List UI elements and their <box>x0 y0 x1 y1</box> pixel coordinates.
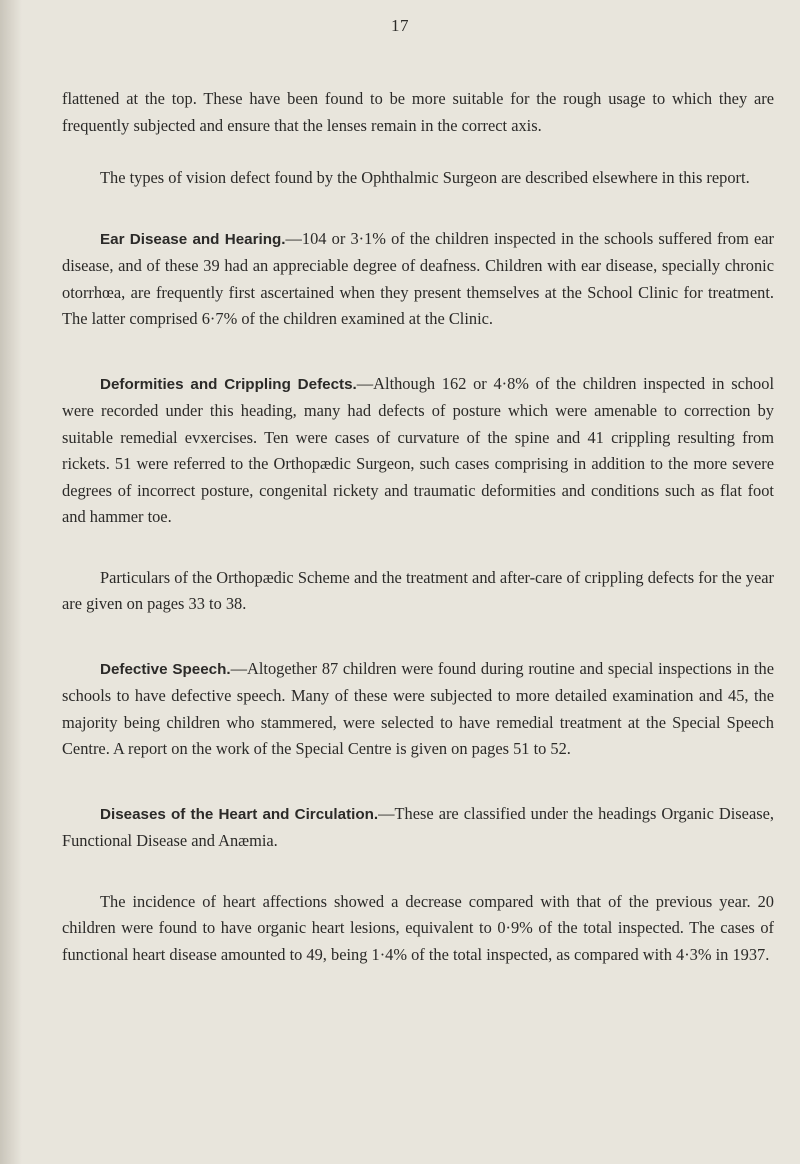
section-heading: Diseases of the Heart and Circulation. <box>100 805 379 823</box>
page-body <box>62 86 774 968</box>
paragraph-text: —Altogether 87 children were found during routine and special inspections in the schools to have defective speech. Many of these were subjected to more detailed examination and 45, the majority being children who stammered, were selected to have remedial treatment at the Special Speech Centre. A report on the work of the Special Centre is given on pages 51 to 52. <box>62 658 775 758</box>
scan-edge-shadow <box>0 0 22 1164</box>
paragraph-text: flattened at the top. These have been found to be more suitable for the rough usage to which they are frequently subjected and ensure that the lenses remain in the correct axis. <box>62 89 774 135</box>
paragraph-text: —Although 162 or 4·8% of the children inspected in school were recorded under this heading, many had defects of posture which were amenable to correction by suitable remedial evxercises. Ten were cases of curvature of the spine and 41 crippling resulting from rickets. 51 were referred to the Orthopædic Surgeon, such cases comprising in addition to the more severe degrees of incorrect posture, congenital rickety and traumatic deformities and conditions such as flat foot and hammer toe. <box>62 373 774 526</box>
section-ear-disease <box>62 226 774 333</box>
paragraph-text: —104 or 3·1% of the children inspected in the schools suffered from ear disease, and of these 39 had an appreciable degree of deafness. Children with ear disease, specially chronic otorrhœa, are frequently first ascertained when they present themselves at the School Clinic for treatment. The latter comprised 6·7% of the children examined at the Clinic. <box>62 228 774 328</box>
paragraph-lenses <box>62 86 774 139</box>
paragraph-text: The types of vision defect found by the Ophthalmic Surgeon are described elsewhere in this report. <box>100 168 750 187</box>
section-heading: Deformities and Crippling Defects. <box>100 375 357 393</box>
paragraph-text: Particulars of the Orthopædic Scheme and the treatment and after-care of crippling defects for the year are given on pages 33 to 38. <box>62 567 774 613</box>
paragraph-text: The incidence of heart affections showed a decrease compared with that of the previous year. 20 children were found to have organic heart lesions, equivalent to 0·9% of the total inspected. The cases of functional heart disease amounted to 49, being 1·4% of the total inspected, as compared with 4·3% in 1937. <box>62 891 774 964</box>
section-heading: Defective Speech. <box>100 660 231 678</box>
section-heart-circulation <box>62 801 774 855</box>
paragraph-orthopaedic-scheme <box>62 565 774 618</box>
section-defective-speech <box>62 656 774 763</box>
section-deformities <box>62 371 774 531</box>
paragraph-text: —These are classified under the headings Organic Disease, Functional Disease and Anæmia. <box>62 803 774 850</box>
paragraph-heart-incidence <box>62 889 774 969</box>
section-heading: Ear Disease and Hearing. <box>100 230 286 248</box>
paragraph-vision-defects <box>62 165 774 192</box>
page-number: 17 <box>391 16 409 35</box>
